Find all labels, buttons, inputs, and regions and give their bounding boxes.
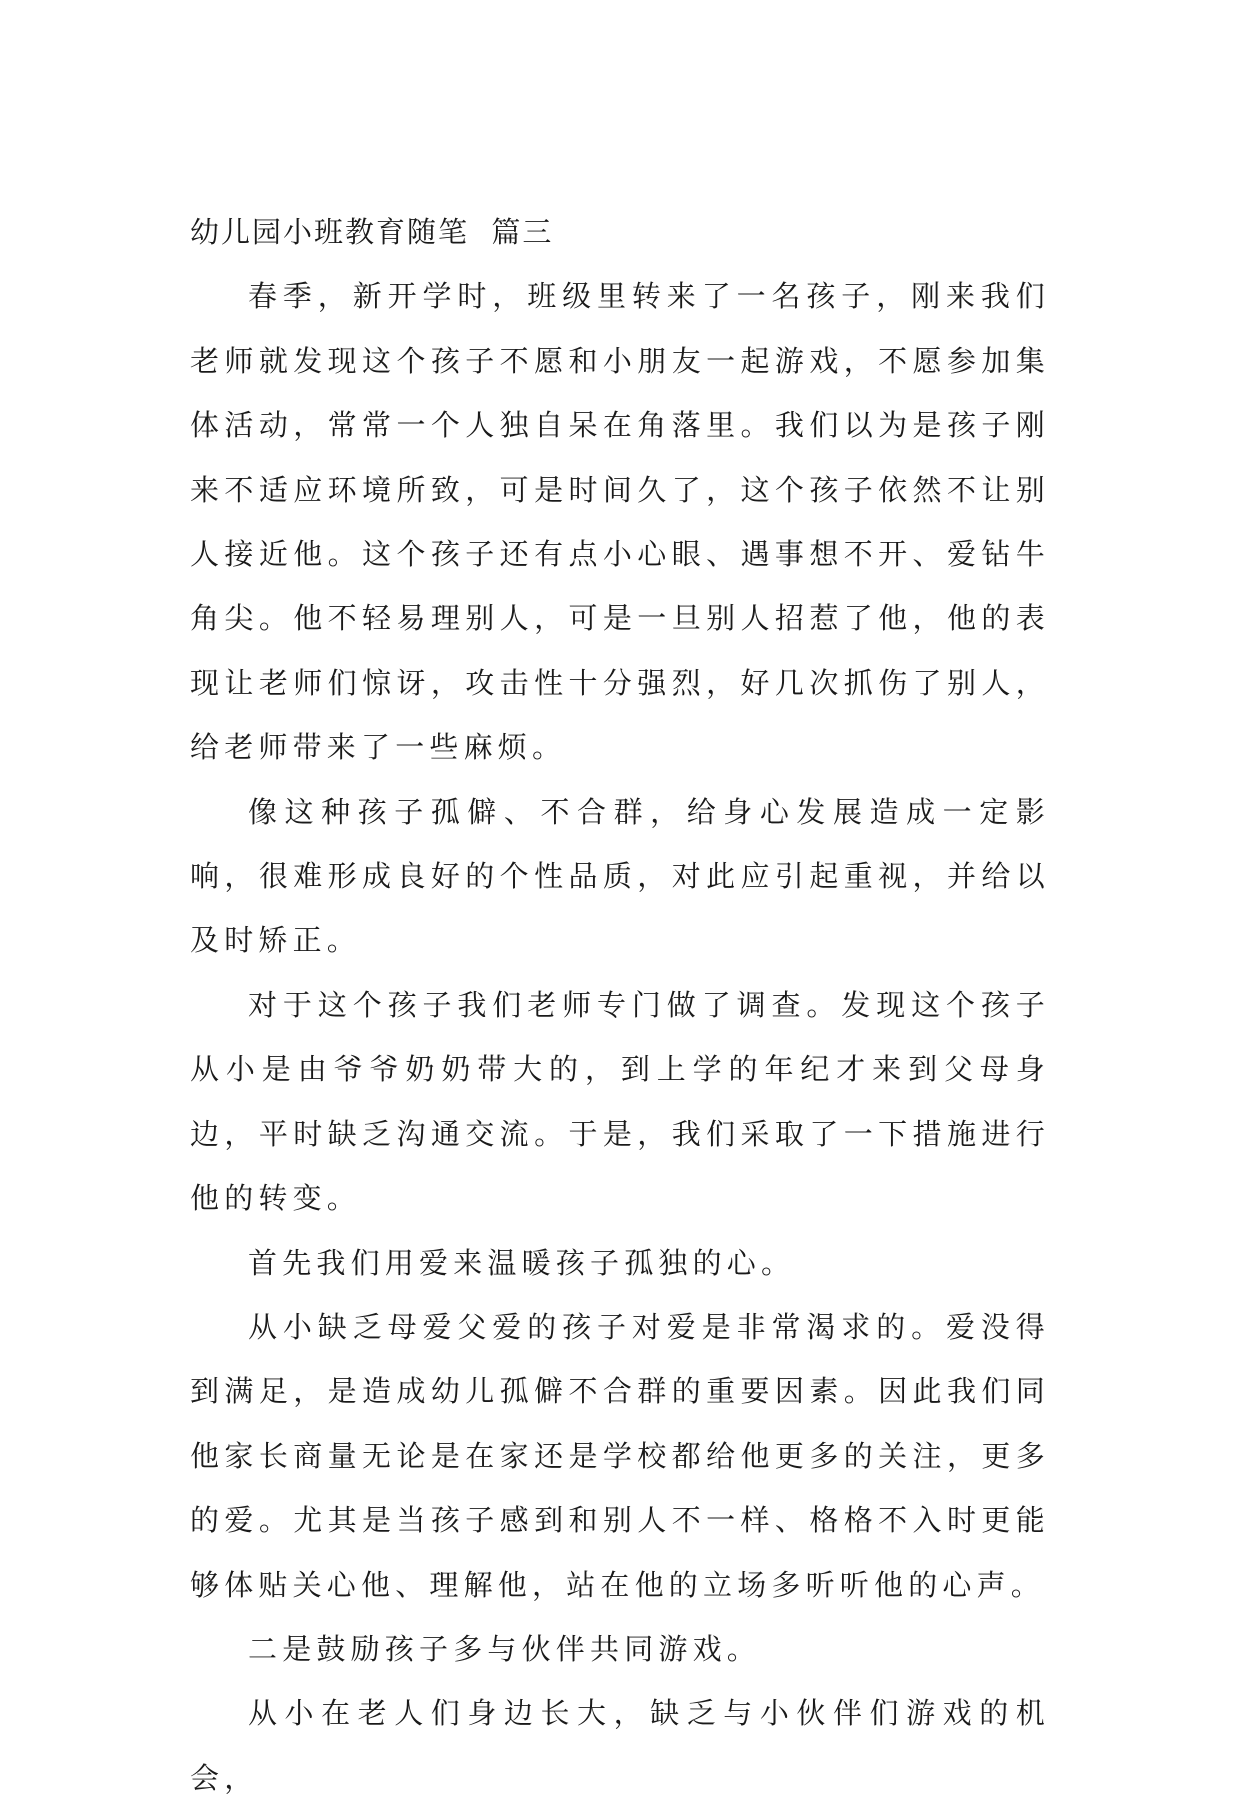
paragraph: 从小在老人们身边长大，缺乏与小伙伴们游戏的机会，: [190, 1696, 1050, 1795]
paragraph: 春季，新开学时，班级里转来了一名孩子，刚来我们老师就发现这个孩子不愿和小朋友一起游戏，不愿参加集体活动，常常一个人独自呆在角落里。我们以为是孩子刚来不适应环境所致，可是时间久了，这个孩子依然不让别人接近他。这个孩子还有点小心眼、遇事想不开、爱钻牛角尖。他不轻易理别人，可是一旦别人招惹了他，他的表现让老师们惊讶，攻击性十分强烈，好几次抓伤了别人，给老师带来了一些麻烦。: [190, 279, 1050, 765]
paragraph: 首先我们用爱来温暖孩子孤独的心。: [248, 1245, 796, 1280]
paragraph: 二是鼓励孩子多与伙伴共同游戏。: [248, 1631, 762, 1666]
document-title: 幼儿园小班教育随笔 篇三: [190, 215, 554, 249]
paragraph: 像这种孩子孤僻、不合群，给身心发展造成一定影响，很难形成良好的个性品质，对此应引起重视，并给以及时矫正。: [190, 794, 1050, 958]
paragraph: 从小缺乏母爱父爱的孩子对爱是非常渴求的。爱没得到满足，是造成幼儿孤僻不合群的重要因素。因此我们同他家长商量无论是在家还是学校都给他更多的关注，更多的爱。尤其是当孩子感到和别人不一样、格格不入时更能够体贴关心他、理解他，站在他的立场多听听他的心声。: [190, 1309, 1050, 1602]
paragraph: 对于这个孩子我们老师专门做了调查。发现这个孩子从小是由爷爷奶奶带大的，到上学的年纪才来到父母身边，平时缺乏沟通交流。于是，我们采取了一下措施进行他的转变。: [190, 987, 1050, 1216]
document-body: [190, 200, 1050, 1810]
